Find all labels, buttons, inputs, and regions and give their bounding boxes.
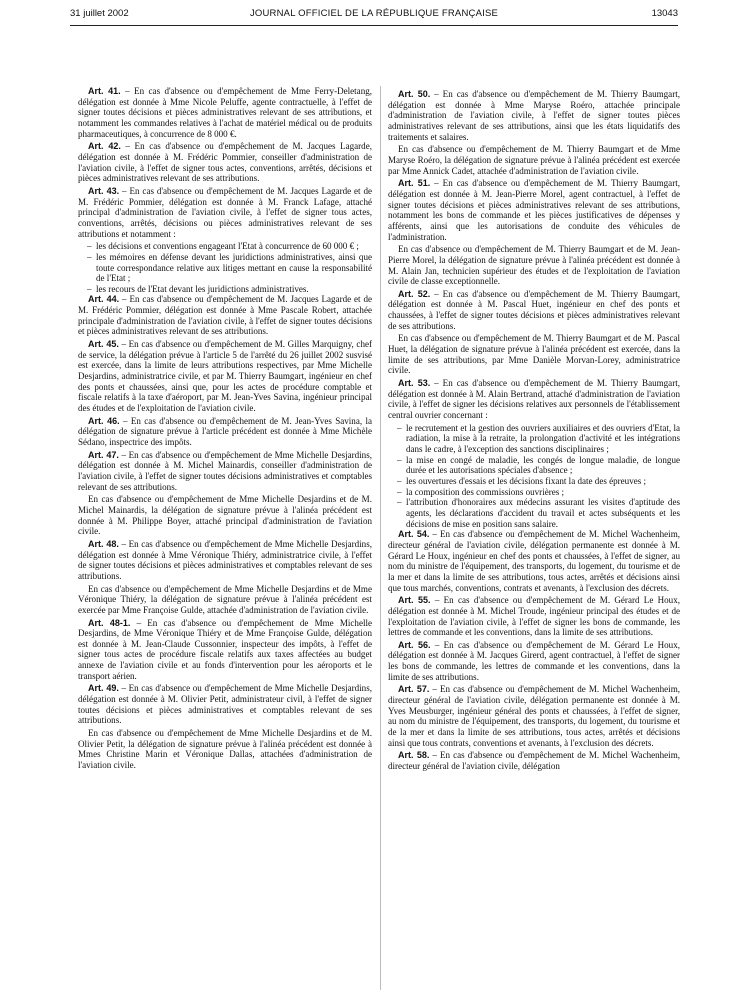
article-48-paragraph-2: En cas d'absence ou d'empêchement de Mme Michelle Desjardins et de Mme Véronique Thiéry, la délégation de signature prévue à l'alinéa précédent est exercée par Mme Françoise Gulde, attachée d'administration de l'aviation civile. (78, 583, 372, 615)
journal-title: JOURNAL OFFICIEL DE LA RÉPUBLIQUE FRANÇAISE (249, 8, 499, 19)
header-date: 31 juillet 2002 (70, 8, 129, 19)
list-item: – les décisions et conventions engageant l'Etat à concurrence de 60 000 € ; (87, 241, 359, 252)
page-header (70, 8, 678, 24)
right-column (388, 89, 680, 774)
article-58: Art. 58. – En cas d'absence ou d'empêchement de M. Michel Wachenheim, directeur général de l'aviation civile, délégation (388, 750, 680, 772)
article-47: Art. 47. – En cas d'absence ou d'empêchement de Mme Michelle Desjardins, délégation est donnée à M. Michel Mainardis, conseiller d'administration de l'aviation civile, à l'effet de signer toutes décisions administratives et comptables relevant de ses attributions. (78, 449, 372, 492)
list-item: – les mémoires en défense devant les juridictions administratives, ainsi que toute correspondance relative aux litiges mettant en cause la responsabilité de l'Etat ; (87, 251, 372, 284)
list-item: – la mise en congé de maladie, les congés de longue maladie, de longue durée et les autorisations spéciales d'absence ; (397, 454, 680, 476)
article-42: Art. 42. – En cas d'absence ou d'empêchement de M. Jacques Lagarde, délégation est donnée à M. Frédéric Pommier, conseiller d'administration de l'aviation civile, à l'effet de signer tous actes, conventions, arrêtés, décisions et pièces administratives relevant de ses attributions. (78, 141, 372, 184)
article-50: Art. 50. – En cas d'absence ou d'empêchement de M. Thierry Baumgart, délégation est donnée à Mme Maryse Roéro, attachée principale d'administration de l'aviation civile, à l'effet de signer toutes pièces administratives relevant de ses attributions, ainsi que les états liquidatifs des traitements et salaires. (388, 89, 680, 142)
page-number: 13043 (651, 8, 678, 19)
article-50-paragraph-2: En cas d'absence ou d'empêchement de M. Thierry Baumgart et de Mme Maryse Roéro, la délégation de signature prévue à l'alinéa précédent est exercée par Mme Annick Cadet, attachée d'administration de l'aviation civile. (388, 144, 680, 176)
list-item: – les ouvertures d'essais et les décisions fixant la date des épreuves ; (397, 475, 647, 486)
list-item: – la composition des commissions ouvrières ; (397, 486, 565, 497)
article-56: Art. 56. – En cas d'absence ou d'empêchement de M. Gérard Le Houx, délégation est donnée à M. Jacques Girerd, agent contractuel, à l'effet de signer les bons de commande, les lettres de commande et les conventions, dans la limite de ses attributions. (388, 639, 680, 682)
article-57: Art. 57. – En cas d'absence ou d'empêchement de M. Michel Wachenheim, directeur général de l'aviation civile, délégation permanente est donnée à M. Yves Meusburger, ingénieur général des ponts et chaussées, à l'effet de signer, au nom du ministre de l'équipement, des transports, du logement, du tourisme et de la mer et dans la limite de ses attributions, tous actes, arrêtés et décisions ainsi que tous contrats, conventions et avenants, à l'exclusion des décrets. (388, 684, 680, 748)
left-column (78, 86, 372, 773)
article-43: Art. 43. – En cas d'absence ou d'empêchement de M. Jacques Lagarde et de M. Frédéric Pommier, délégation est donnée à M. Franck Lafage, attaché principal d'administration de l'aviation civile, à l'effet de signer tous actes, conventions, arrêtés, décisions ou pièces administratives relevant de ses attributions et notamment : (78, 185, 372, 239)
article-51-paragraph-2: En cas d'absence ou d'empêchement de M. Thierry Baumgart et de M. Jean-Pierre Morel, la délégation de signature prévue à l'alinéa précédent est donnée à M. Alain Jan, technicien supérieur des études et de l'exploitation de l'aviation civile de classe exceptionnelle. (388, 244, 680, 287)
header-rule (70, 25, 678, 26)
article-51: Art. 51. – En cas d'absence ou d'empêchement de M. Thierry Baumgart, délégation est donnée à M. Jean-Pierre Morel, agent contractuel, à l'effet de signer toutes décisions et pièces administratives relevant de ses attributions, notamment les bons de commande et les pièces justificatives de dépenses y afférents, ainsi que les autorisations de conduite des véhicules de l'administration. (388, 178, 680, 242)
list-item: – l'attribution d'honoraires aux médecins assurant les visites d'aptitude des agents, les déclarations d'accident du travail et actes subséquents et les décisions de mise en position sans salaire. (397, 497, 680, 529)
article-47-paragraph-2: En cas d'absence ou d'empêchement de Mme Michelle Desjardins et de M. Michel Mainardis, la délégation de signature prévue à l'alinéa précédent est donnée à M. Philippe Boyer, attaché principal d'administration de l'aviation civile. (78, 494, 372, 537)
list-item: – le recrutement et la gestion des ouvriers auxiliaires et des ouvriers d'Etat, la radiation, la mise à la retraite, la prolongation d'activité et les intégrations dans le cadre, à l'exception des sanctions disciplinaires ; (397, 422, 680, 454)
article-55: Art. 55. – En cas d'absence ou d'empêchement de M. Gérard Le Houx, délégation est donnée à M. Michel Troude, ingénieur principal des études et de l'exploitation de l'aviation civile, à l'effet de signer les bons de commande, les lettres de commande et les conventions, dans la limite de ses attributions. (388, 595, 680, 638)
article-46: Art. 46. – En cas d'absence ou d'empêchement de M. Jean-Yves Savina, la délégation de signature prévue à l'article précédent est donnée à Mme Michèle Sédano, inspectrice des impôts. (78, 415, 372, 447)
article-49-paragraph-2: En cas d'absence ou d'empêchement de Mme Michelle Desjardins et de M. Olivier Petit, la délégation de signature prévue à l'alinéa précédent est donnée à Mmes Christine Marin et Véronique Dallas, attachées d'administration de l'aviation civile. (78, 728, 372, 771)
article-53-list (388, 423, 680, 530)
article-48-1: Art. 48-1. – En cas d'absence ou d'empêchement de Mme Michelle Desjardins, de Mme Véronique Thiéry et de Mme Françoise Gulde, délégation est donnée à M. Jean-Claude Cussonnier, inspecteur des impôts, à l'effet de signer tous actes de procédure fiscale relatifs aux taxes affectées au budget annexe de l'aviation civile et au fonds d'intervention pour les aéroports et le transport aérien. (78, 617, 372, 681)
article-48: Art. 48. – En cas d'absence ou d'empêchement de Mme Michelle Desjardins, délégation est donnée à Mme Véronique Thiéry, administratrice civile, à l'effet de signer toutes décisions et pièces administratives et comptables relevant de ses attributions. (78, 538, 372, 581)
article-41: Art. 41. – En cas d'absence ou d'empêchement de Mme Ferry-Deletang, délégation est donnée à Mme Nicole Peluffe, agente contractuelle, à l'effet de signer toutes décisions et pièces administratives relevant de ses attributions, et notamment les commandes relatives à l'achat de matériel médical ou de produits pharmaceutiques, à concurrence de 8 000 €. (78, 86, 373, 139)
article-43-list (78, 241, 372, 294)
article-54: Art. 54. – En cas d'absence ou d'empêchement de M. Michel Wachenheim, directeur général de l'aviation civile, délégation permanente est donnée à M. Gérard Le Houx, ingénieur en chef des ponts et chaussées, à l'effet de signer, au nom du ministre de l'équipement, des transports, du logement, du tourisme et de la mer et dans la limite de ses attributions, tous actes, arrêtés et décisions ainsi que tous marchés, conventions, contrats et avenants, à l'exclusion des décrets. (388, 529, 680, 593)
article-49: Art. 49. – En cas d'absence ou d'empêchement de Mme Michelle Desjardins, délégation est donnée à M. Olivier Petit, administrateur civil, à l'effet de signer toutes décisions et pièces administratives et comptables relevant de ses attributions. (78, 683, 372, 726)
article-52-paragraph-2: En cas d'absence ou d'empêchement de M. Thierry Baumgart et de M. Pascal Huet, la délégation de signature prévue à l'alinéa précédent est exercée, dans la limite de ses attributions, par Mme Danièle Morvan-Lorey, administratrice civile. (388, 333, 680, 376)
list-item: – les recours de l'Etat devant les juridictions administratives. (87, 283, 309, 294)
article-44: Art. 44. – En cas d'absence ou d'empêchement de M. Jacques Lagarde et de M. Frédéric Pommier, délégation est donnée à Mme Pascale Robert, attachée principale d'administration de l'aviation civile, à l'effet de signer toutes décisions et pièces administratives relevant de ses attributions. (78, 294, 372, 337)
article-45: Art. 45. – En cas d'absence ou d'empêchement de M. Gilles Marquigny, chef de service, la délégation prévue à l'article 5 de l'arrêté du 26 juillet 2002 susvisé est exercée, dans la limite de leurs attributions respectives, par Mme Michelle Desjardins, administratrice civile, et par M. Thierry Baumgart, ingénieur en chef des ponts et chaussées, ainsi que, pour les actes de procédure comptable et fiscale relatifs à la taxe d'aéroport, par M. Jean-Yves Savina, ingénieur principal des études et de l'exploitation de l'aviation civile. (78, 339, 372, 414)
column-divider (380, 86, 381, 990)
article-53: Art. 53. – En cas d'absence ou d'empêchement de M. Thierry Baumgart, délégation est donnée à M. Alain Bertrand, attaché d'administration de l'aviation civile, à l'effet de signer les décisions relatives aux personnels de l'établissement central ouvrier concernant : (388, 378, 680, 421)
article-52: Art. 52. – En cas d'absence ou d'empêchement de M. Thierry Baumgart, délégation est donnée à M. Pascal Huet, ingénieur en chef des ponts et chaussées, à l'effet de signer toutes décisions et pièces administratives relevant de ses attributions. (388, 288, 680, 331)
